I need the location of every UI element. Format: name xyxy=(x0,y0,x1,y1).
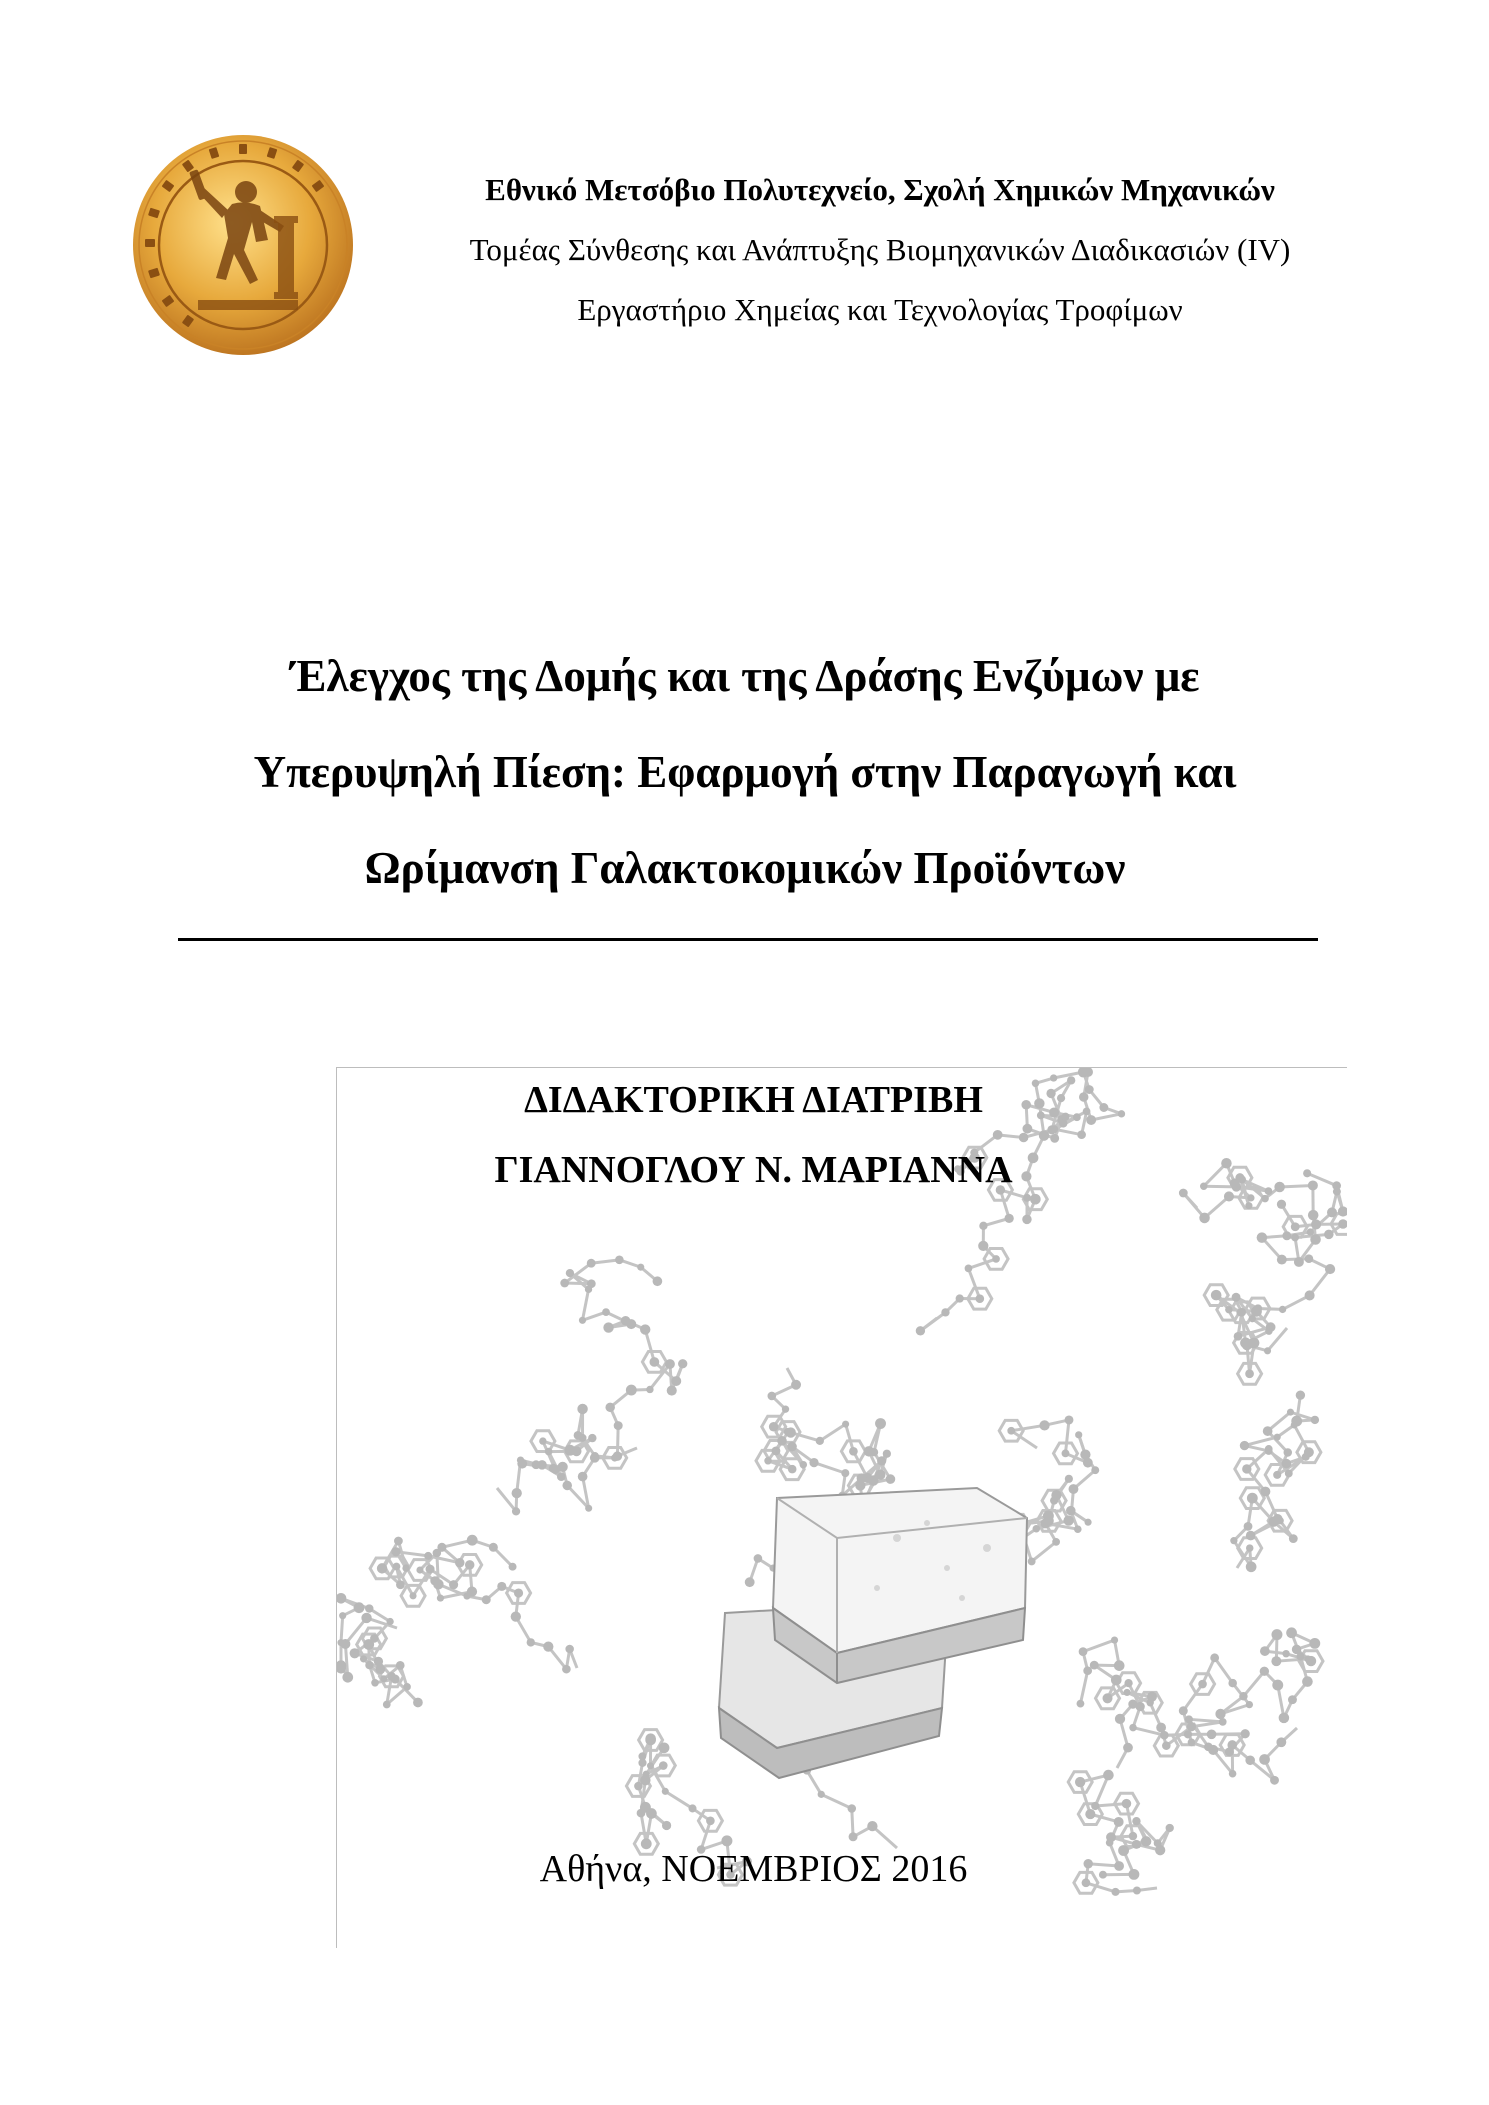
place-and-date: Αθήνα, ΝΟΕΜΒΡΙΟΣ 2016 xyxy=(539,1848,968,1890)
institution-header xyxy=(380,160,1380,340)
cheese-blocks-image xyxy=(719,1488,1027,1778)
thesis-title-line-2: Υπερυψηλή Πίεση: Εφαρμογή στην Παραγωγή και xyxy=(253,747,1237,797)
cover-illustration-frame xyxy=(336,1067,1347,1948)
thesis-title xyxy=(120,628,1370,916)
department-name: Τομέας Σύνθεσης και Ανάπτυξης Βιομηχανικών Διαδικασιών (IV) xyxy=(469,232,1291,267)
institution-name: Εθνικό Μετσόβιο Πολυτεχνείο, Σχολή Χημικών Μηχανικών xyxy=(485,172,1275,207)
author-name: ΓΙΑΝΝΟΓΛΟΥ Ν. ΜΑΡΙΑΝΝΑ xyxy=(494,1149,1013,1191)
university-seal-image xyxy=(128,130,358,360)
thesis-type-label: ΔΙΔΑΚΤΟΡΙΚΗ ΔΙΑΤΡΙΒΗ xyxy=(524,1079,983,1121)
thesis-title-line-1: Έλεγχος της Δομής και της Δράσης Ενζύμων με xyxy=(290,651,1200,701)
molecular-network-image xyxy=(337,1068,1347,1948)
thesis-title-line-3: Ωρίμανση Γαλακτοκομικών Προϊόντων xyxy=(364,843,1126,893)
laboratory-name: Εργαστήριο Χημείας και Τεχνολογίας Τροφίμων xyxy=(577,292,1183,327)
title-divider xyxy=(178,938,1318,941)
